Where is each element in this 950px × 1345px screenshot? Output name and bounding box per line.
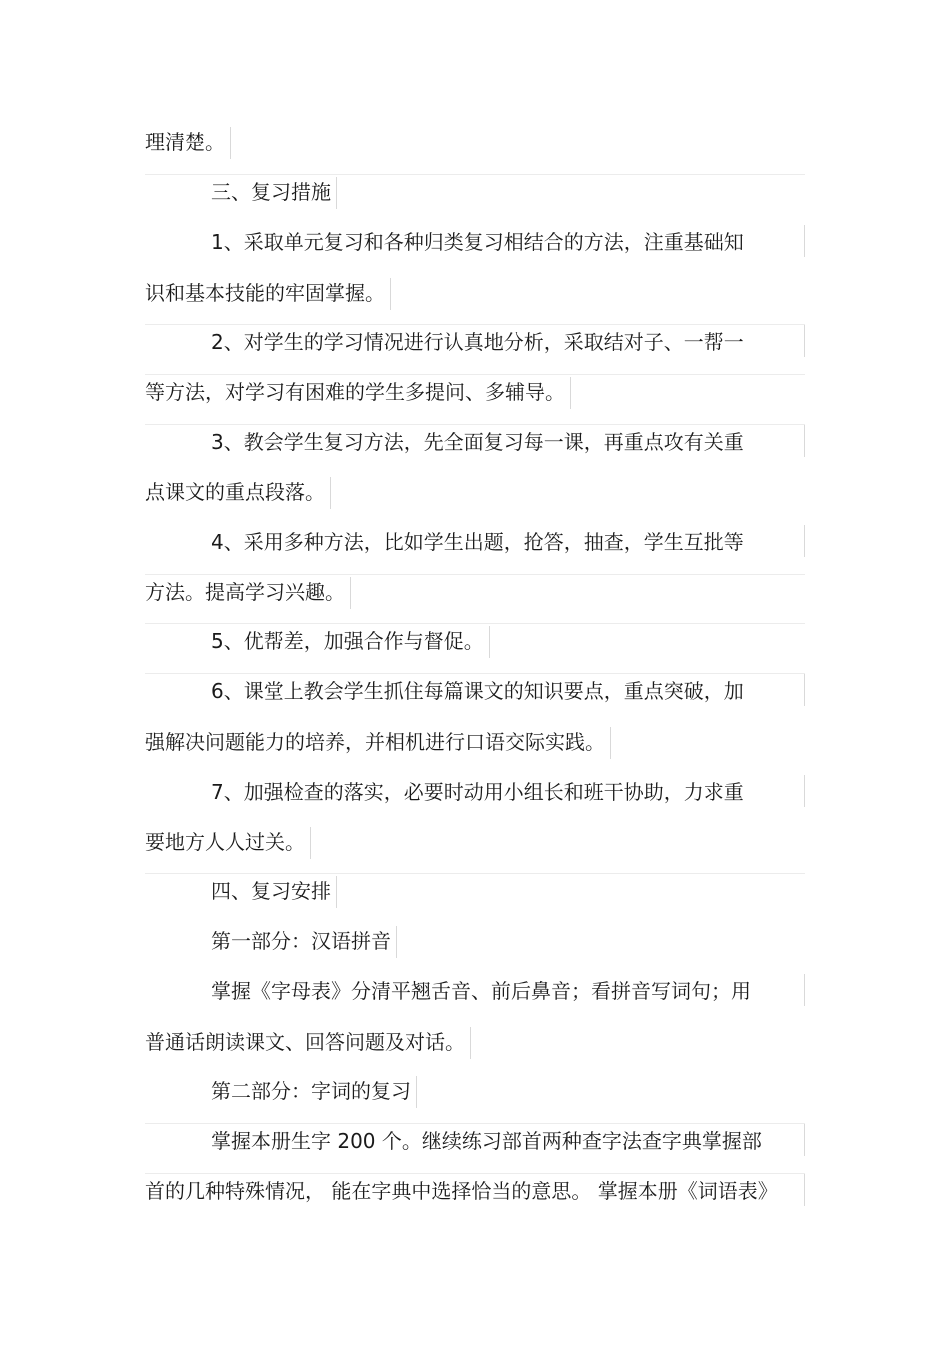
text-line-13: 强解决问题能力的培养，并相机进行口语交际实践。 xyxy=(145,728,805,756)
text-line-9: 4、采用多种方法，比如学生出题，抢答，抽查，学生互批等 xyxy=(145,528,805,556)
section-heading-3: 三、复习措施 xyxy=(145,178,805,206)
text-line-10: 方法。提高学习兴趣。 xyxy=(145,578,805,606)
part-heading-1: 第一部分：汉语拼音 xyxy=(145,927,805,955)
text-line-22: 首的几种特殊情况， 能在字典中选择恰当的意思。 掌握本册《词语表》 xyxy=(145,1177,805,1205)
text-line-18: 掌握《字母表》分清平翘舌音、前后鼻音；看拼音写词句；用 xyxy=(145,977,805,1005)
text-line-21: 掌握本册生字 200 个。继续练习部首两种查字法查字典掌握部 xyxy=(145,1127,805,1155)
section-heading-4: 四、复习安排 xyxy=(145,877,805,905)
text-line-15: 要地方人人过关。 xyxy=(145,828,805,856)
text-line-12: 6、课堂上教会学生抓住每篇课文的知识要点，重点突破，加 xyxy=(145,677,805,705)
text-line-7: 3、教会学生复习方法，先全面复习每一课，再重点攻有关重 xyxy=(145,428,805,456)
text-line-3: 1、采取单元复习和各种归类复习相结合的方法，注重基础知 xyxy=(145,228,805,256)
text-line-5: 2、对学生的学习情况进行认真地分析，采取结对子、一帮一 xyxy=(145,328,805,356)
text-line-11: 5、优帮差，加强合作与督促。 xyxy=(145,627,805,655)
text-line-6: 等方法，对学习有困难的学生多提问、多辅导。 xyxy=(145,378,805,406)
part-heading-2: 第二部分：字词的复习 xyxy=(145,1077,805,1105)
text-line-19: 普通话朗读课文、回答问题及对话。 xyxy=(145,1028,805,1056)
text-line-14: 7、加强检查的落实，必要时动用小组长和班干协助，力求重 xyxy=(145,778,805,806)
text-line-4: 识和基本技能的牢固掌握。 xyxy=(145,279,805,307)
text-line-8: 点课文的重点段落。 xyxy=(145,478,805,506)
text-line-1: 理清楚。 xyxy=(145,128,805,156)
